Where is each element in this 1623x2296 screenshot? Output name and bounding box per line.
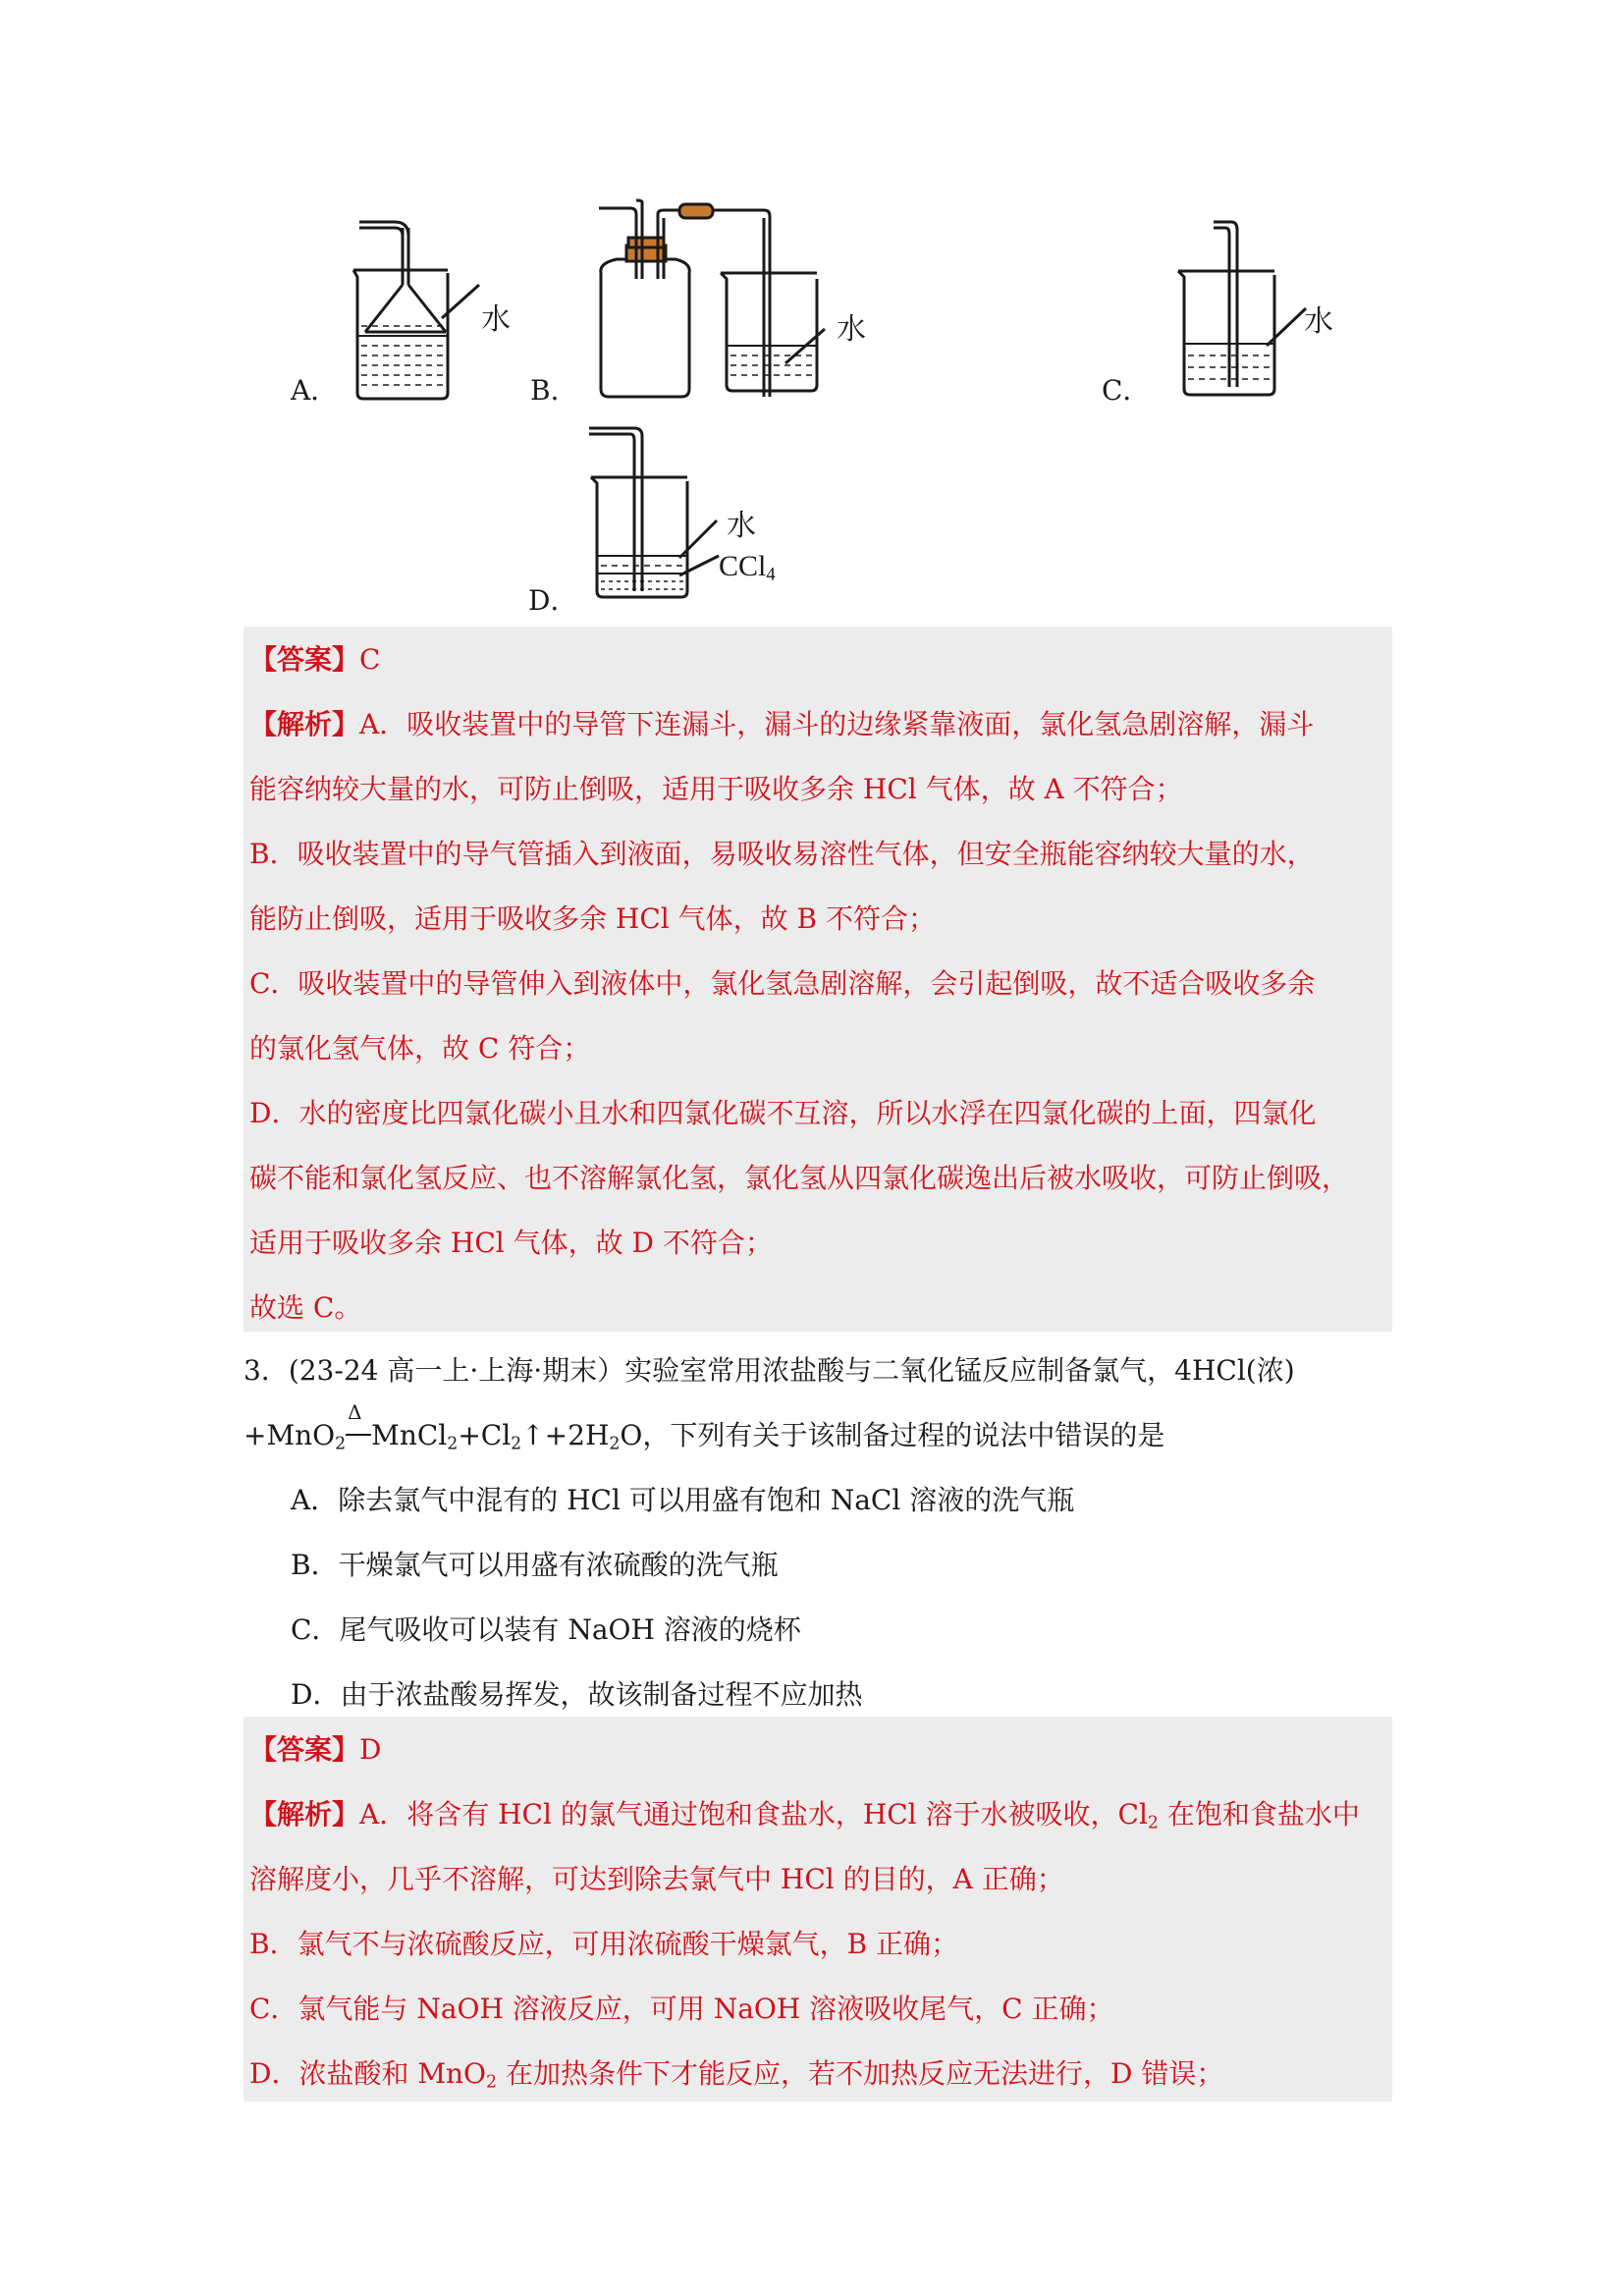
choice-b: B．干燥氯气可以用盛有浓硫酸的洗气瓶 xyxy=(291,1549,779,1581)
analysis-line: D．浓盐酸和 MnO$_2$ 在加热条件下才能反应，若不加热反应无法进行，D 错误； xyxy=(249,2057,1224,2093)
water-label-d: 水 xyxy=(727,509,756,543)
analysis-line: 能容纳较大量的水，可防止倒吸，适用于吸收多余 HCl 气体，故 A 不符合； xyxy=(249,773,1183,805)
water-label-b: 水 xyxy=(837,312,866,347)
analysis-line: 碳不能和氯化氢反应、也不溶解氯化氢，氯化氢从四氯化碳逸出后被水吸收，可防止倒吸， xyxy=(249,1162,1350,1194)
answer-block-q3 xyxy=(243,1717,1392,2102)
analysis-line: 【解析】A．将含有 HCl 的氯气通过饱和食盐水，HCl 溶于水被吸收，$Cl_2$ 在饱和食盐水中 xyxy=(249,1798,1360,1833)
analysis-line: 溶解度小，几乎不溶解，可达到除去氯气中 HCl 的目的，A 正确； xyxy=(249,1863,1064,1895)
answer-line: 【答案】C xyxy=(249,643,381,676)
analysis-line: D．水的密度比四氯化碳小且水和四氯化碳不互溶，所以水浮在四氯化碳的上面，四氯化 xyxy=(249,1097,1317,1129)
analysis-line: C．氯气能与 NaOH 溶液反应，可用 NaOH 溶液吸收尾气，C 正确； xyxy=(249,1993,1114,2025)
analysis-line: 的氯化氢气体，故 C 符合； xyxy=(249,1032,591,1065)
question-stem: 3．(23-24 高一上·上海·期末）实验室常用浓盐酸与二氧化锰反应制备氯气，4HCl(浓) xyxy=(243,1354,1295,1387)
choice-d: D．由于浓盐酸易挥发，故该制备过程不应加热 xyxy=(291,1678,863,1711)
heating-condition: Δ xyxy=(346,1419,371,1451)
analysis-line: C．吸收装置中的导管伸入到液体中，氯化氢急剧溶解，会引起倒吸，故不适合吸收多余 xyxy=(249,967,1316,1000)
apparatus-figure xyxy=(0,0,1623,619)
analysis-line: 【解析】A．吸收装置中的导管下连漏斗，漏斗的边缘紧靠液面，氯化氢急剧溶解，漏斗 xyxy=(249,708,1315,740)
option-d-label: D． xyxy=(528,584,578,617)
question-3 xyxy=(243,1345,1392,1719)
choice-a: A．除去氯气中混有的 HCl 可以用盛有饱和 NaCl 溶液的洗气瓶 xyxy=(291,1484,1075,1516)
option-c-label: C． xyxy=(1102,374,1151,407)
analysis-line: B．氯气不与浓硫酸反应，可用浓硫酸干燥氯气，B 正确； xyxy=(249,1928,959,1960)
analysis-line: B．吸收装置中的导气管插入到液面，易吸收易溶性气体，但安全瓶能容纳较大量的水， xyxy=(249,838,1315,870)
analysis-line: 能防止倒吸，适用于吸收多余 HCl 气体，故 B 不符合； xyxy=(249,902,936,935)
conclusion-line: 故选 C。 xyxy=(249,1291,362,1324)
option-b-label: B． xyxy=(530,374,578,407)
analysis-line: 适用于吸收多余 HCl 气体，故 D 不符合； xyxy=(249,1227,773,1259)
apparatus-a-funnel-beaker xyxy=(344,216,560,403)
choice-c: C．尾气吸收可以装有 NaOH 溶液的烧杯 xyxy=(291,1613,801,1646)
answer-line: 【答案】D xyxy=(249,1733,382,1766)
answer-block-q2 xyxy=(243,627,1392,1332)
water-label-c: 水 xyxy=(1304,304,1333,339)
ccl4-label: CCl$_4$ xyxy=(719,550,776,585)
question-equation: +MnO$_2$ Δ $MnCl_2+Cl_2↑+2H_2O$，下列有关于该制备过程的说法中错误的是 xyxy=(243,1400,1165,1454)
water-label-a: 水 xyxy=(481,302,511,337)
option-a-label: A． xyxy=(291,374,339,407)
